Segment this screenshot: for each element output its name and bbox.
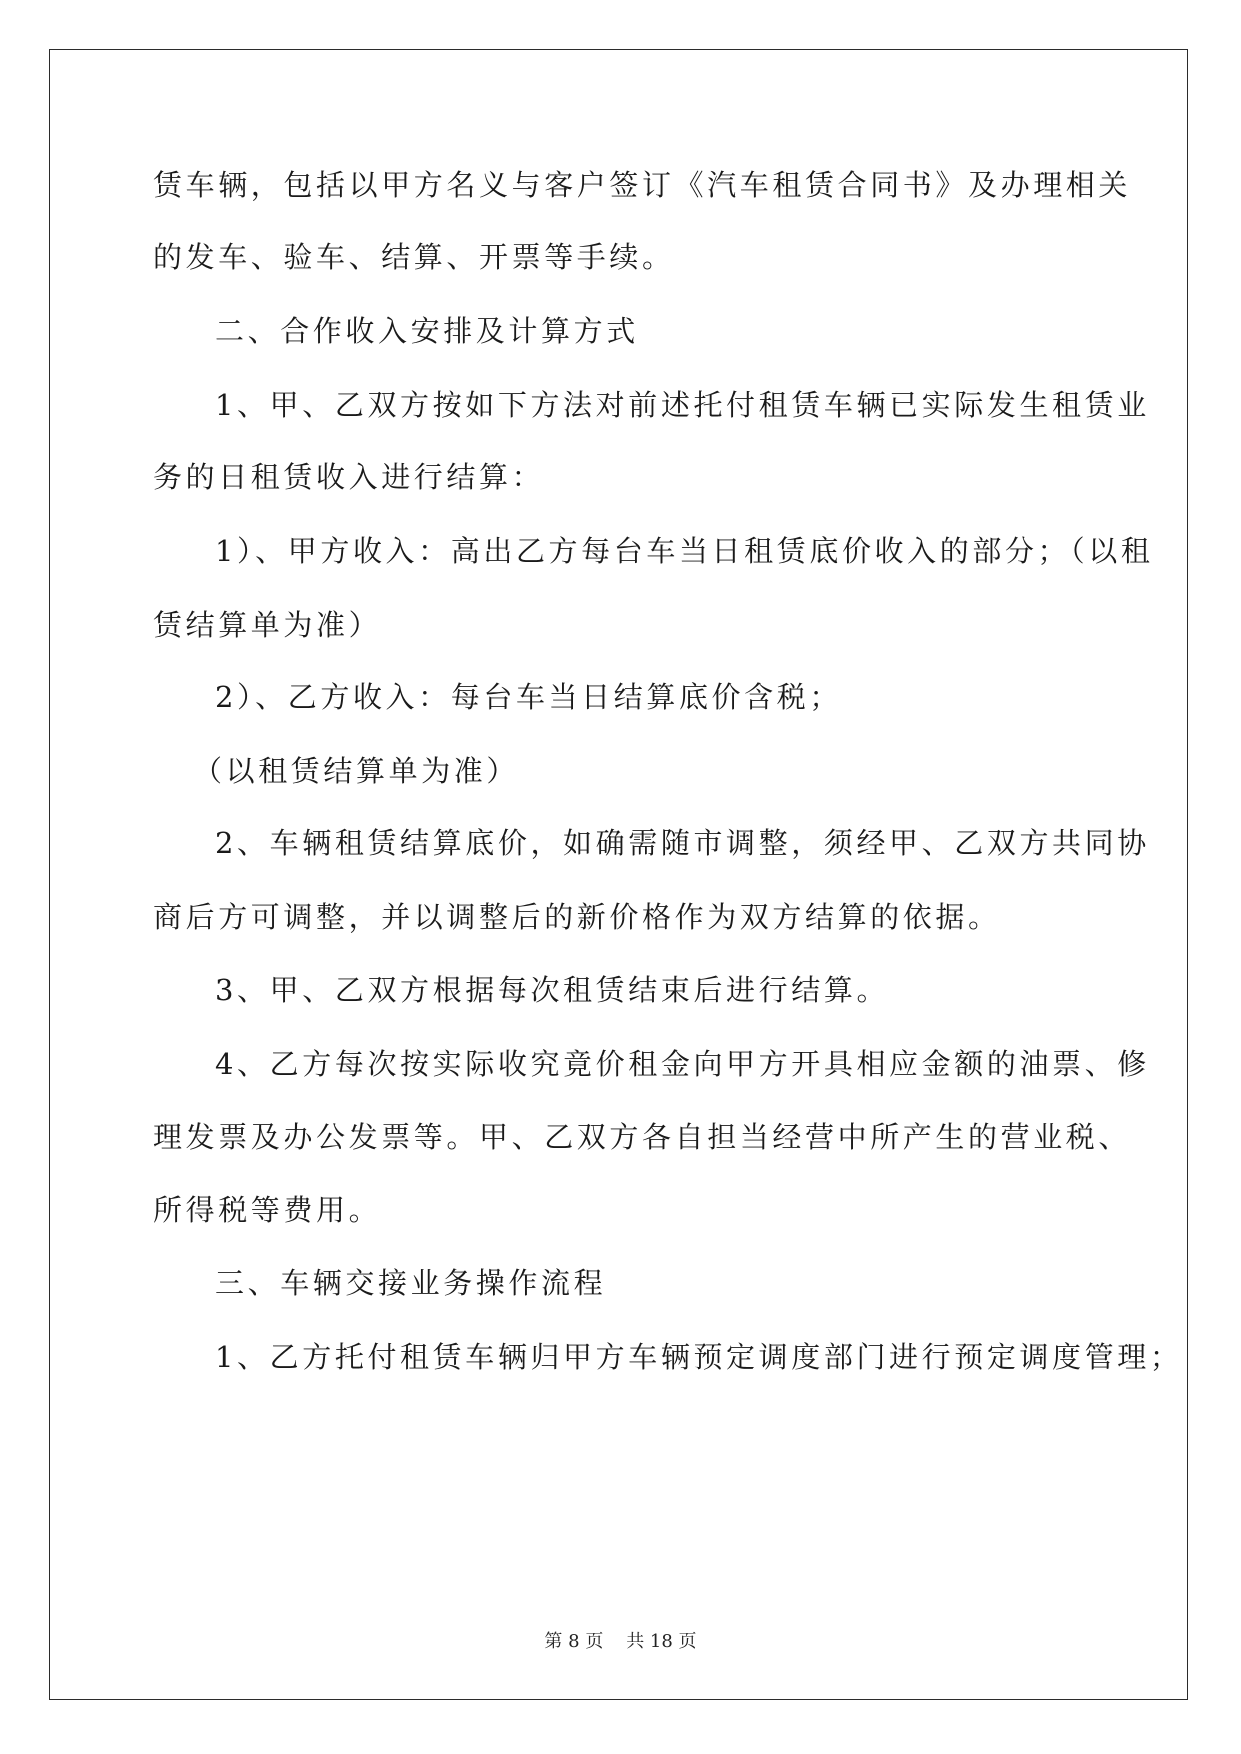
- text-line: 所得税等费用。: [153, 1193, 382, 1227]
- text-line: 2）、乙方收入：每台车当日结算底价含税；: [215, 680, 842, 714]
- section-heading: 二、合作收入安排及计算方式: [215, 314, 639, 348]
- text-line: 1）、甲方收入：高出乙方每台车当日租赁底价收入的部分；（以租: [215, 534, 1154, 568]
- section-heading: 三、车辆交接业务操作流程: [215, 1266, 607, 1300]
- text-line: 赁车辆，包括以甲方名义与客户签订《汽车租赁合同书》及办理相关: [153, 168, 1132, 202]
- text-line: 赁结算单为准）: [153, 608, 382, 642]
- text-line: 的发车、验车、结算、开票等手续。: [153, 240, 675, 274]
- text-line: 1、乙方托付租赁车辆归甲方车辆预定调度部门进行预定调度管理；: [215, 1340, 1183, 1374]
- text-line: 务的日租赁收入进行结算：: [153, 460, 545, 494]
- page-border: [49, 49, 1188, 1700]
- text-line: 1、甲、乙双方按如下方法对前述托付租赁车辆已实际发生租赁业: [215, 388, 1150, 422]
- text-line: （以租赁结算单为准）: [193, 754, 520, 788]
- text-line: 2、车辆租赁结算底价，如确需随市调整，须经甲、乙双方共同协: [215, 826, 1150, 860]
- text-line: 理发票及办公发票等。甲、乙双方各自担当经营中所产生的营业税、: [153, 1120, 1132, 1154]
- text-line: 3、甲、乙双方根据每次租赁结束后进行结算。: [215, 973, 890, 1007]
- text-line: 4、乙方每次按实际收究竟价租金向甲方开具相应金额的油票、修: [215, 1047, 1150, 1081]
- text-line: 商后方可调整，并以调整后的新价格作为双方结算的依据。: [153, 900, 1001, 934]
- page-number-footer: 第 8 页 共 18 页: [544, 1631, 697, 1652]
